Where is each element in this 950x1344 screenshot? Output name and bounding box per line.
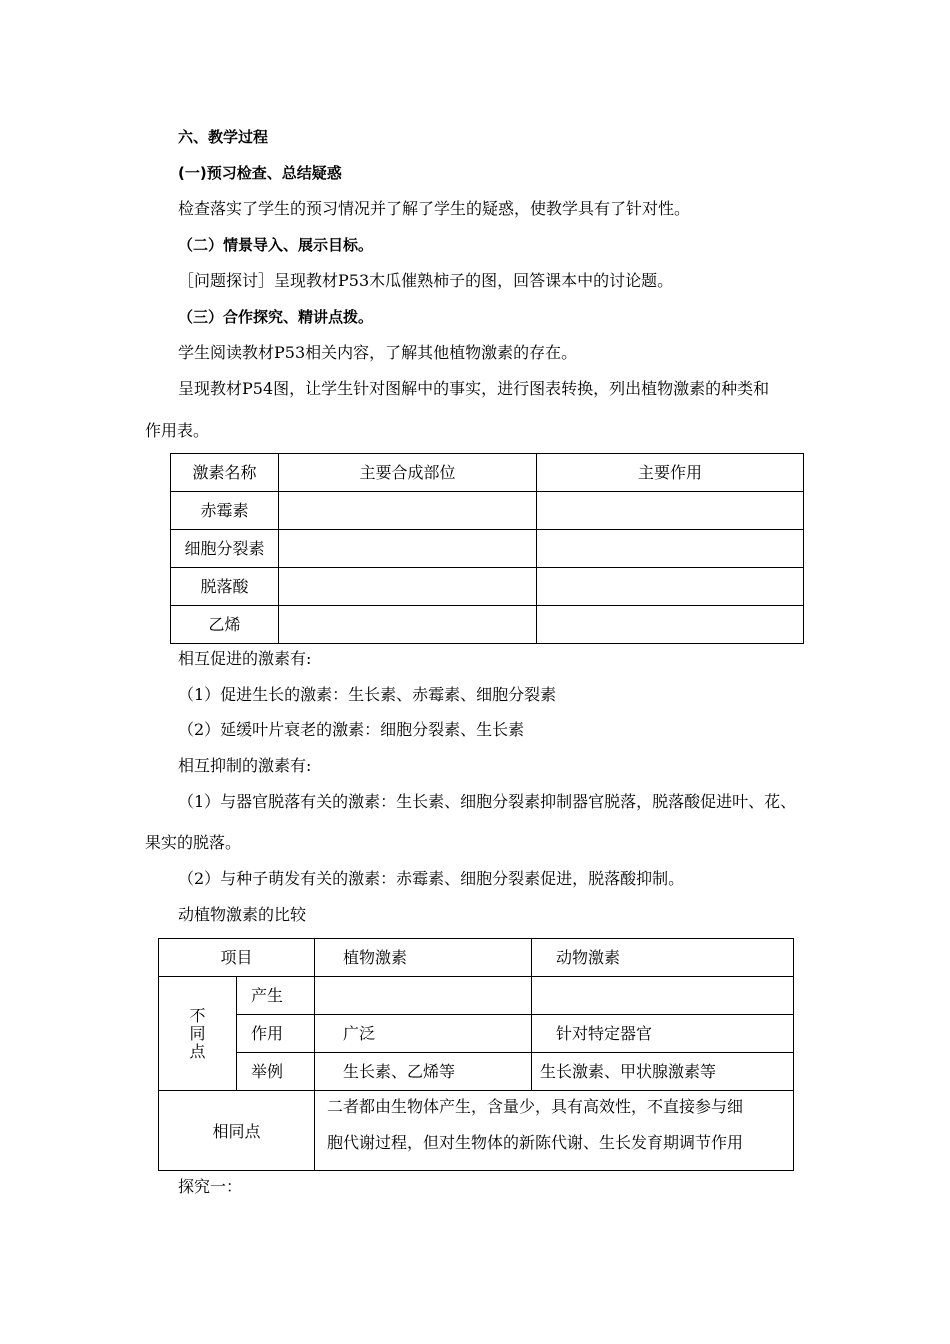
inhibit-item-1-line2: 果实的脱落。 <box>145 833 242 852</box>
table1-cell-name: 脱落酸 <box>171 568 279 606</box>
row-label-function: 作用 <box>237 1015 315 1053</box>
cell-plant-example: 生长素、乙烯等 <box>315 1053 532 1091</box>
table2-header-animal: 动物激素 <box>532 939 794 977</box>
table1-header-site: 主要合成部位 <box>279 454 537 492</box>
table-row <box>159 1091 794 1171</box>
diff-label-char: 不 <box>189 1005 206 1025</box>
comparison-table <box>158 938 794 1171</box>
inhibit-item-2: （2）与种子萌发有关的激素：赤霉素、细胞分裂素促进，脱落酸抑制。 <box>178 869 685 888</box>
table2-header-plant: 植物激素 <box>315 939 532 977</box>
diff-label-char: 点 <box>189 1041 206 1061</box>
table1-header-function: 主要作用 <box>537 454 804 492</box>
section1-text: 检查落实了学生的预习情况并了解了学生的疑惑，使教学具有了针对性。 <box>178 199 691 218</box>
diff-label <box>159 977 237 1091</box>
compare-title: 动植物激素的比较 <box>178 905 307 924</box>
cell-animal-function: 针对特定器官 <box>532 1015 794 1053</box>
table-row <box>171 568 804 606</box>
cell-plant-produce <box>315 977 532 1015</box>
section3-para2-line1: 呈现教材P54图，让学生针对图解中的事实，进行图表转换，列出植物激素的种类和 <box>178 379 770 398</box>
table-row <box>171 492 804 530</box>
section3-para1: 学生阅读教材P53相关内容，了解其他植物激素的存在。 <box>178 343 578 362</box>
table-row <box>159 1053 794 1091</box>
promote-title: 相互促进的激素有: <box>178 649 312 668</box>
cell-plant-function: 广泛 <box>315 1015 532 1053</box>
section2-text: ［问题探讨］呈现教材P53木瓜催熟柿子的图，回答课本中的讨论题。 <box>178 271 674 290</box>
section1-title: (一)预习检查、总结疑惑 <box>178 164 342 182</box>
table1-cell-name: 细胞分裂素 <box>171 530 279 568</box>
table1-cell-name: 赤霉素 <box>171 492 279 530</box>
table-row <box>159 977 794 1015</box>
diff-label-char: 同 <box>189 1023 206 1043</box>
promote-item-2: （2）延缓叶片衰老的激素：细胞分裂素、生长素 <box>178 720 525 739</box>
section2-title: （二）情景导入、展示目标。 <box>178 236 374 254</box>
same-content: 二者都由生物体产生，含量少，具有高效性，不直接参与细 胞代谢过程，但对生物体的新陈代谢、生长发育期调节作用 <box>315 1091 794 1171</box>
explore-label: 探究一： <box>178 1177 243 1196</box>
cell-animal-produce <box>532 977 794 1015</box>
table-row <box>171 530 804 568</box>
table2-header-item: 项目 <box>159 939 315 977</box>
inhibit-item-1-line1: （1）与器官脱落有关的激素：生长素、细胞分裂素抑制器官脱落，脱落酸促进叶、花、 <box>178 792 797 811</box>
promote-item-1: （1）促进生长的激素：生长素、赤霉素、细胞分裂素 <box>178 685 557 704</box>
table-row <box>171 606 804 644</box>
hormone-table <box>170 453 804 644</box>
row-label-produce: 产生 <box>237 977 315 1015</box>
section-heading: 六、教学过程 <box>178 128 269 146</box>
cell-animal-example: 生长激素、甲状腺激素等 <box>532 1053 794 1091</box>
table1-cell-name: 乙烯 <box>171 606 279 644</box>
table-row <box>159 1015 794 1053</box>
section3-para2-line2: 作用表。 <box>145 421 210 440</box>
inhibit-title: 相互抑制的激素有: <box>178 756 312 775</box>
same-label: 相同点 <box>159 1091 315 1171</box>
table1-header-name: 激素名称 <box>171 454 279 492</box>
section3-title: （三）合作探究、精讲点拨。 <box>178 308 374 326</box>
row-label-example: 举例 <box>237 1053 315 1091</box>
